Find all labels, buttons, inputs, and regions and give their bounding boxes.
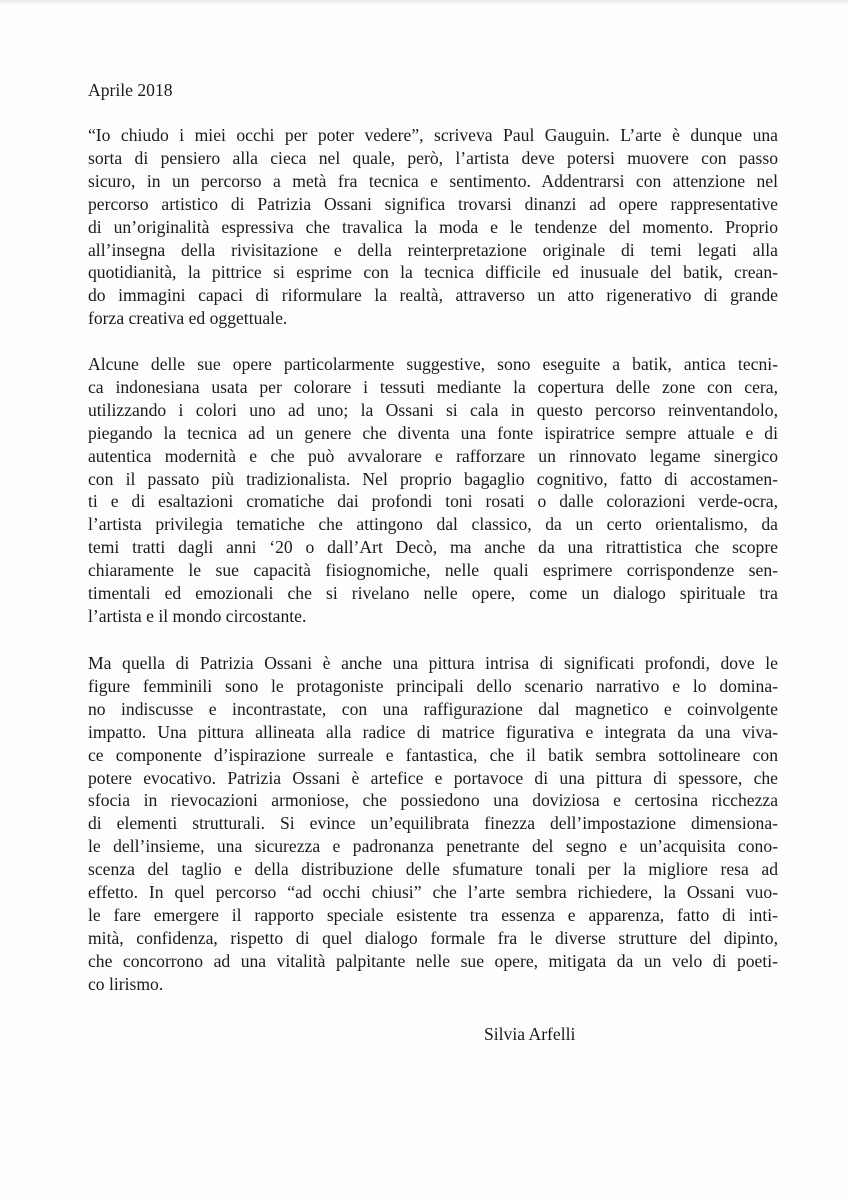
paragraph-line: piegando la tecnica ad un genere che diventa una fonte ispiratrice sempre attuale e di: [88, 422, 778, 443]
paragraph-line: all’insegna della rivisitazione e della reinterpretazione originale di temi legati alla: [88, 239, 778, 260]
paragraph-1: [88, 124, 778, 330]
paragraph-line: utilizzando i colori uno ad uno; la Ossani si cala in questo percorso reinventandolo,: [88, 399, 778, 420]
paragraph-line: autentica modernità e che può avvalorare e rafforzare un rinnovato legame sinergico: [88, 445, 778, 466]
paragraph-line: chiaramente le sue capacità fisiognomiche, nelle quali esprimere corrispondenze sen-: [88, 560, 778, 581]
paragraph-line: ca indonesiana usata per colorare i tessuti mediante la copertura delle zone con cera,: [88, 376, 778, 397]
document-date: Aprile 2018: [88, 80, 173, 100]
paragraph-line: sorta di pensiero alla cieca nel quale, però, l’artista deve potersi muovere con passo: [88, 147, 778, 168]
paragraph-2: [88, 353, 778, 628]
paragraph-line: l’artista e il mondo circostante.: [88, 605, 307, 626]
paragraph-line: “Io chiudo i miei occhi per poter vedere”, scriveva Paul Gauguin. L’arte è dunque una: [88, 125, 778, 145]
paragraph-line: sicuro, in un percorso a metà fra tecnica e sentimento. Addentrarsi con attenzione nel: [88, 170, 778, 191]
paragraph-line: che concorrono ad una vitalità palpitante nelle sue opere, mitigata da un velo di poeti-: [88, 950, 778, 971]
paragraph-line: forza creativa ed oggettuale.: [88, 308, 288, 329]
paragraph-line: sfocia in rievocazioni armoniose, che possiedono una doviziosa e certosina ricchezza: [88, 790, 778, 811]
paragraph-line: timentali ed emozionali che si rivelano nelle opere, come un dialogo spirituale tra: [88, 583, 778, 604]
paragraph-line: di elementi strutturali. Si evince un’equilibrata finezza dell’impostazione dimensiona-: [88, 813, 778, 834]
paragraph-line: percorso artistico di Patrizia Ossani significa trovarsi dinanzi ad opere rappresentative: [88, 193, 778, 214]
paragraph-line: impatto. Una pittura allineata alla radice di matrice figurativa e integrata da una viva-: [88, 721, 778, 742]
paragraph-line: no indiscusse e incontrastate, con una raffigurazione dal magnetico e coinvolgente: [88, 698, 778, 719]
paragraph-line: quotidianità, la pittrice si esprime con la tecnica difficile ed inusuale del batik, crean-: [88, 262, 778, 283]
paragraph-line: con il passato più tradizionalista. Nel proprio bagaglio cognitivo, fatto di accostamen-: [88, 468, 778, 489]
paragraph-line: Alcune delle sue opere particolarmente suggestive, sono eseguite a batik, antica tecni-: [88, 354, 778, 374]
paragraph-line: l’artista privilegia tematiche che attingono dal classico, da un certo orientalismo, da: [88, 514, 778, 535]
paragraph-line: co lirismo.: [88, 973, 164, 994]
paragraph-line: ce componente d’ispirazione surreale e fantastica, che il batik sembra sottolineare con: [88, 744, 778, 765]
paragraph-line: mità, confidenza, rispetto di quel dialogo formale fra le diverse strutture del dipinto,: [88, 927, 778, 948]
paragraph-line: le fare emergere il rapporto speciale esistente tra essenza e apparenza, fatto di inti-: [88, 904, 778, 925]
paragraph-line: figure femminili sono le protagoniste principali dello scenario narrativo e lo domina-: [88, 675, 778, 696]
paragraph-line: le dell’insieme, una sicurezza e padronanza penetrante del segno e un’acquisita cono-: [88, 836, 778, 857]
paragraph-line: scenza del taglio e della distribuzione delle sfumature tonali per la migliore resa ad: [88, 859, 778, 880]
paragraph-line: do immagini capaci di riformulare la realtà, attraverso un atto rigenerativo di grande: [88, 285, 778, 306]
paragraph-line: Ma quella di Patrizia Ossani è anche una pittura intrisa di significati profondi, dove le: [88, 653, 778, 673]
paragraph-line: ti e di esaltazioni cromatiche dai profondi toni rosati o dalle colorazioni verde-ocra,: [88, 491, 778, 512]
scan-edge: [0, 0, 848, 4]
paragraph-line: effetto. In quel percorso “ad occhi chiusi” che l’arte sembra richiedere, la Ossani vuo-: [88, 882, 778, 903]
paragraph-line: temi tratti dagli anni ‘20 o dall’Art Decò, ma anche da una ritrattistica che scopre: [88, 537, 778, 558]
paragraph-3: [88, 652, 778, 996]
paragraph-line: di un’originalità espressiva che travalica la moda e le tendenze del momento. Proprio: [88, 216, 778, 237]
paragraph-line: potere evocativo. Patrizia Ossani è artefice e portavoce di una pittura di spessore, che: [88, 767, 778, 788]
signature: Silvia Arfelli: [484, 1024, 576, 1044]
